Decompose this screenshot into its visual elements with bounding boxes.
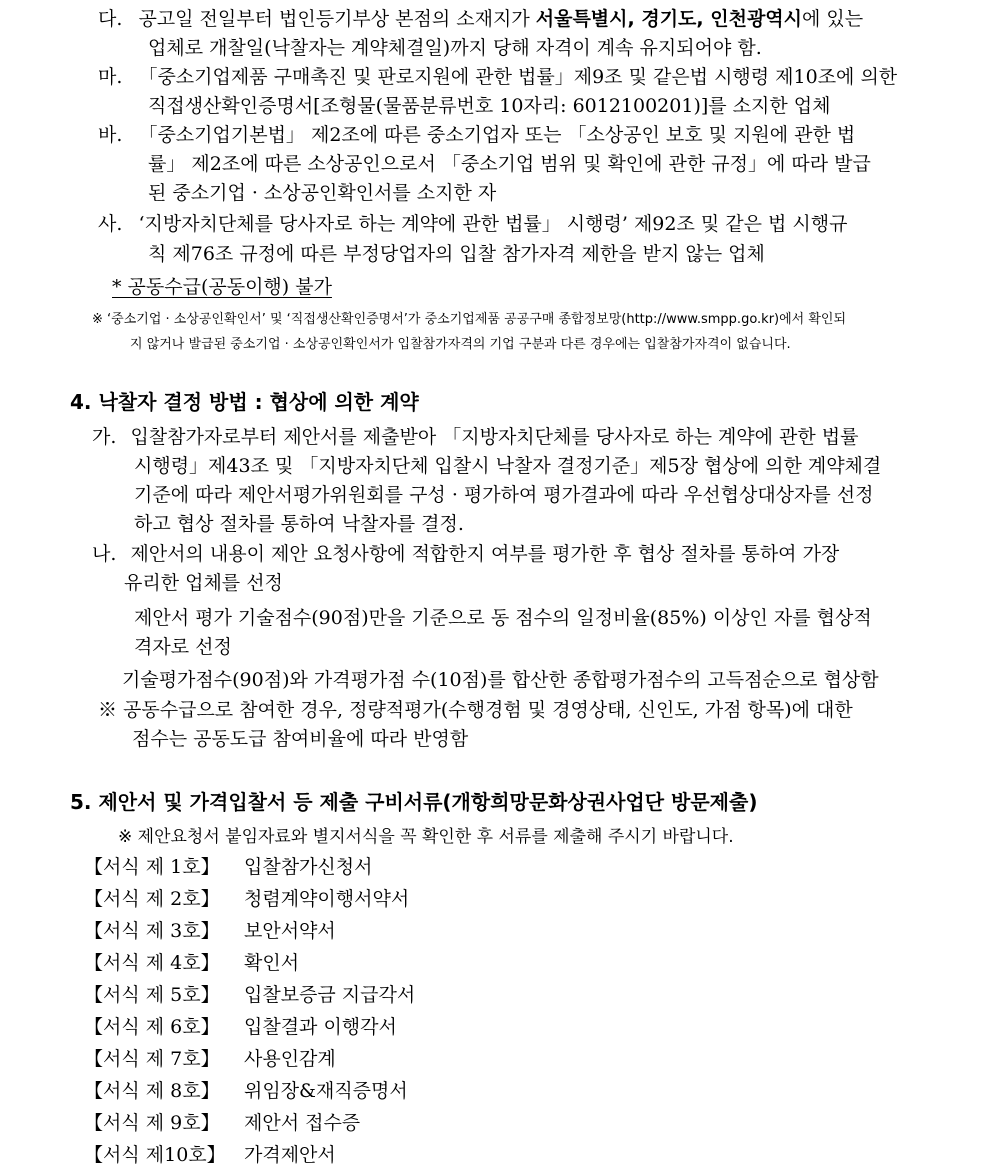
form-list-item [84, 1078, 408, 1104]
form-list-item [84, 1110, 360, 1136]
form-title: 확인서 [244, 952, 300, 974]
form-title: 입찰결과 이행각서 [244, 1016, 397, 1038]
item-ma-line2: 직접생산확인증명서[조형물(물품분류번호 10자리: 6012100201)]를 소지한 업체 [148, 95, 831, 117]
item-da-line1 [98, 6, 863, 32]
form-list-item [84, 1014, 397, 1040]
item-ga-line4: 하고 협상 절차를 통하여 낙찰자를 결정. [134, 513, 464, 535]
joint-supply-note: * 공동수급(공동이행) 불가 [112, 276, 332, 298]
form-code: 【서식 제 4호】 [84, 952, 220, 974]
item-da-text-bold: 서울특별시, 경기도, 인천광역시 [535, 8, 803, 30]
form-list-item [84, 854, 372, 880]
form-code: 【서식 제 7호】 [84, 1048, 220, 1070]
item-sa-line2: 칙 제76조 규정에 따른 부정당업자의 입찰 참가자격 제한을 받지 않는 업체 [148, 243, 765, 265]
item-ma-line1 [98, 64, 897, 90]
form-list-item [84, 982, 415, 1008]
footnote-line1: ※ ‘중소기업 · 소상공인확인서’ 및 ‘직접생산확인증명서’가 중소기업제품 공공구매 종합정보망(http://www.smpp.go.kr)에서 확인되 [92, 312, 847, 327]
item-sa-text: ‘지방자치단체를 당사자로 하는 계약에 관한 법률」 시행령’ 제92조 및 같은 법 시행규 [138, 213, 848, 235]
form-title: 제안서 접수증 [244, 1112, 361, 1134]
item-na-line1 [92, 541, 839, 567]
form-code: 【서식 제 8호】 [84, 1080, 220, 1102]
section5-heading: 5. 제안서 및 가격입찰서 등 제출 구비서류(개항희망문화상권사업단 방문제출) [70, 790, 758, 814]
item-ba-line3: 된 중소기업 · 소상공인확인서를 소지한 자 [148, 182, 497, 204]
item-da-text-post: 에 있는 [802, 8, 864, 30]
item-na-text: 제안서의 내용이 제안 요청사항에 적합한지 여부를 평가한 후 협상 절차를 통하여 가장 [130, 543, 840, 565]
form-code: 【서식 제10호】 [84, 1144, 226, 1166]
form-code: 【서식 제 3호】 [84, 920, 220, 942]
form-code: 【서식 제 2호】 [84, 888, 220, 910]
item-ga-marker: 가. [92, 426, 117, 448]
form-title: 입찰참가신청서 [244, 856, 373, 878]
form-title: 사용인감계 [244, 1048, 336, 1070]
footnote-line2: 지 않거나 발급된 중소기업 · 소상공인확인서가 입찰참가자격의 기업 구분과 다른 경우에는 입찰참가자격이 없습니다. [130, 337, 791, 352]
form-list-item [84, 886, 409, 912]
form-title: 입찰보증금 지급각서 [244, 984, 416, 1006]
section4-heading: 4. 낙찰자 결정 방법 : 협상에 의한 계약 [70, 390, 419, 414]
form-code: 【서식 제 9호】 [84, 1112, 220, 1134]
form-title: 청렴계약이행서약서 [244, 888, 410, 910]
item-ga-line1 [92, 424, 859, 450]
item-ga-line2: 시행령」제43조 및 「지방자치단체 입찰시 낙찰자 결정기준」제5장 협상에 의한 계약체결 [134, 455, 882, 477]
item-ma-marker: 마. [98, 66, 123, 88]
section4-note-line1: ※ 공동수급으로 참여한 경우, 정량적평가(수행경험 및 경영상태, 신인도, 가점 항목)에 대한 [98, 699, 853, 721]
item-ba-line2: 률」 제2조에 따른 소상공인으로서 「중소기업 범위 및 확인에 관한 규정」에 따라 발급 [148, 153, 871, 175]
form-title: 보안서약서 [244, 920, 336, 942]
item-ma-text: 「중소기업제품 구매촉진 및 판로지원에 관한 법률」제9조 및 같은법 시행령 제10조에 의한 [138, 66, 898, 88]
item-sa-line1 [98, 211, 847, 237]
form-code: 【서식 제 5호】 [84, 984, 220, 1006]
item-da-marker: 다. [98, 8, 123, 30]
form-code: 【서식 제 1호】 [84, 856, 220, 878]
item-ba-marker: 바. [98, 124, 123, 146]
para1-line2: 격자로 선정 [134, 636, 232, 658]
item-ba-text: 「중소기업기본법」 제2조에 따른 중소기업자 또는 「소상공인 보호 및 지원에 관한 법 [138, 124, 856, 146]
item-da-text-pre: 공고일 전일부터 법인등기부상 본점의 소재지가 [138, 8, 536, 30]
form-code: 【서식 제 6호】 [84, 1016, 220, 1038]
item-ga-text: 입찰참가자로부터 제안서를 제출받아 「지방자치단체를 당사자로 하는 계약에 관한 법률 [130, 426, 859, 448]
item-na-marker: 나. [92, 543, 117, 565]
item-ga-line3: 기준에 따라 제안서평가위원회를 구성 · 평가하여 평가결과에 따라 우선협상대상자를 선정 [134, 484, 874, 506]
form-list-item [84, 1046, 336, 1072]
form-title: 위임장&재직증명서 [244, 1080, 408, 1102]
section5-notice: ※ 제안요청서 붙임자료와 별지서식을 꼭 확인한 후 서류를 제출해 주시기 바랍니다. [118, 827, 734, 847]
form-list-item [84, 1142, 336, 1168]
section4-note-line2: 점수는 공동도급 참여비율에 따라 반영함 [132, 728, 469, 750]
item-na-line2: 유리한 업체를 선정 [124, 572, 283, 594]
form-list-item [84, 950, 299, 976]
item-ba-line1 [98, 122, 855, 148]
para1-line1: 제안서 평가 기술점수(90점)만을 기준으로 동 점수의 일정비율(85%) 이상인 자를 협상적 [134, 607, 872, 629]
form-list-item [84, 918, 336, 944]
item-sa-marker: 사. [98, 213, 123, 235]
form-title: 가격제안서 [244, 1144, 336, 1166]
item-da-line2: 업체로 개찰일(낙찰자는 계약체결일)까지 당해 자격이 계속 유지되어야 함. [148, 37, 762, 59]
para2: 기술평가점수(90점)와 가격평가점 수(10점)를 합산한 종합평가점수의 고득점순으로 협상함 [122, 669, 879, 691]
